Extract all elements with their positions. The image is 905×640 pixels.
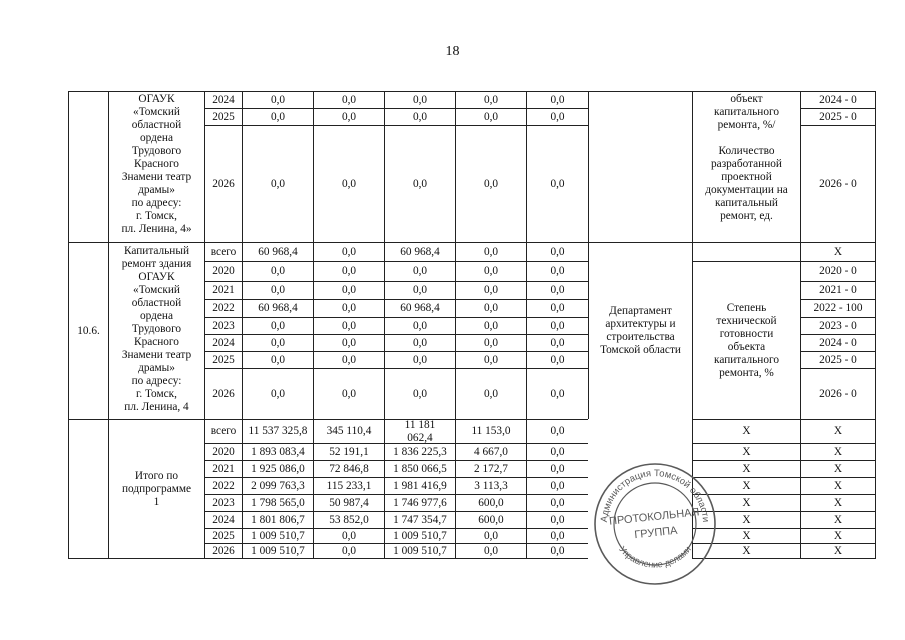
- indicator-name: Степень технической готовности объекта капитального ремонта, %: [692, 261, 800, 419]
- year-cell: 2021: [204, 460, 242, 477]
- amount-cell: 0,0: [313, 299, 384, 317]
- amount-cell: 60 968,4: [242, 299, 313, 317]
- protocol-group-stamp: [593, 462, 717, 586]
- object-name: Капитальный ремонт здания ОГАУК «Томский областной ордена Трудового Красного Знамени театр драмы» по адресу: г. Томск, пл. Ленина, 4: [108, 242, 204, 419]
- amount-cell: 1 801 806,7: [242, 511, 313, 528]
- amount-cell: 0,0: [526, 299, 588, 317]
- amount-cell: 11 153,0: [455, 419, 526, 443]
- amount-cell: 1 981 416,9: [384, 477, 455, 494]
- amount-cell: 0,0: [242, 261, 313, 281]
- amount-cell: 0,0: [455, 281, 526, 299]
- x-cell: Х: [692, 528, 800, 543]
- amount-cell: 0,0: [384, 125, 455, 242]
- amount-cell: 1 836 225,3: [384, 443, 455, 460]
- amount-cell: 0,0: [384, 281, 455, 299]
- amount-cell: 0,0: [384, 368, 455, 419]
- amount-cell: 2 099 763,3: [242, 477, 313, 494]
- amount-cell: 1 925 086,0: [242, 460, 313, 477]
- amount-cell: 1 746 977,6: [384, 494, 455, 511]
- stamp-ring-text: Администрация Томской области: [598, 467, 712, 523]
- amount-cell: 0,0: [242, 281, 313, 299]
- amount-cell: 0,0: [455, 528, 526, 543]
- target-value-cell: 2022 - 100: [800, 299, 876, 317]
- amount-cell: 0,0: [455, 242, 526, 261]
- x-cell: Х: [800, 460, 876, 477]
- amount-cell: 72 846,8: [313, 460, 384, 477]
- amount-cell: 60 968,4: [384, 242, 455, 261]
- x-cell: Х: [800, 528, 876, 543]
- year-cell: 2024: [204, 91, 242, 108]
- year-cell: 2026: [204, 368, 242, 419]
- year-cell: 2024: [204, 511, 242, 528]
- amount-cell: 0,0: [313, 317, 384, 334]
- amount-cell: 0,0: [526, 494, 588, 511]
- amount-cell: 0,0: [455, 351, 526, 368]
- amount-cell: 0,0: [313, 108, 384, 125]
- amount-cell: 0,0: [455, 91, 526, 108]
- amount-cell: 0,0: [242, 368, 313, 419]
- amount-cell: 60 968,4: [384, 299, 455, 317]
- x-cell: Х: [800, 494, 876, 511]
- amount-cell: 0,0: [526, 242, 588, 261]
- amount-cell: 60 968,4: [242, 242, 313, 261]
- year-cell: 2025: [204, 528, 242, 543]
- amount-cell: 345 110,4: [313, 419, 384, 443]
- amount-cell: 3 113,3: [455, 477, 526, 494]
- amount-cell: 53 852,0: [313, 511, 384, 528]
- amount-cell: 0,0: [526, 261, 588, 281]
- amount-cell: 0,0: [455, 317, 526, 334]
- year-cell: всего: [204, 419, 242, 443]
- amount-cell: 1 747 354,7: [384, 511, 455, 528]
- amount-cell: 1 009 510,7: [384, 528, 455, 543]
- x-cell: Х: [692, 419, 800, 443]
- target-value-cell: 2023 - 0: [800, 317, 876, 334]
- year-cell: 2022: [204, 477, 242, 494]
- amount-cell: 0,0: [384, 351, 455, 368]
- amount-cell: 0,0: [384, 317, 455, 334]
- x-cell: Х: [692, 460, 800, 477]
- stamp-bottom-text: Управление делами: [617, 544, 693, 570]
- amount-cell: 0,0: [526, 443, 588, 460]
- year-cell: 2021: [204, 281, 242, 299]
- amount-cell: 0,0: [455, 108, 526, 125]
- executor-name: Департамент архитектуры и строительства Томской области: [588, 242, 692, 419]
- amount-cell: 0,0: [526, 477, 588, 494]
- amount-cell: 0,0: [242, 334, 313, 351]
- amount-cell: 0,0: [526, 543, 588, 559]
- amount-cell: 600,0: [455, 511, 526, 528]
- amount-cell: 0,0: [526, 460, 588, 477]
- amount-cell: 0,0: [526, 511, 588, 528]
- target-value-cell: 2025 - 0: [800, 108, 876, 125]
- object-name: ОГАУК «Томский областной ордена Трудового Красного Знамени театр драмы» по адресу: г. Томск, пл. Ленина, 4»: [108, 91, 204, 242]
- amount-cell: 2 172,7: [455, 460, 526, 477]
- amount-cell: 0,0: [242, 125, 313, 242]
- amount-cell: 0,0: [526, 351, 588, 368]
- x-cell: Х: [800, 443, 876, 460]
- amount-cell: 0,0: [313, 334, 384, 351]
- amount-cell: 0,0: [455, 543, 526, 559]
- year-cell: 2026: [204, 125, 242, 242]
- amount-cell: 0,0: [526, 419, 588, 443]
- amount-cell: 0,0: [526, 528, 588, 543]
- x-cell: Х: [800, 477, 876, 494]
- amount-cell: 0,0: [384, 91, 455, 108]
- target-value-cell: 2025 - 0: [800, 351, 876, 368]
- indicator-spacer: [692, 242, 800, 261]
- amount-cell: 0,0: [313, 543, 384, 559]
- num-cell: [68, 91, 108, 242]
- target-value-cell: Х: [800, 242, 876, 261]
- x-cell: Х: [692, 511, 800, 528]
- amount-cell: 0,0: [455, 299, 526, 317]
- year-cell: 2025: [204, 108, 242, 125]
- target-value-cell: 2026 - 0: [800, 125, 876, 242]
- target-value-cell: 2020 - 0: [800, 261, 876, 281]
- amount-cell: 0,0: [526, 108, 588, 125]
- amount-cell: 50 987,4: [313, 494, 384, 511]
- amount-cell: 0,0: [384, 108, 455, 125]
- amount-cell: 0,0: [526, 125, 588, 242]
- x-cell: Х: [692, 494, 800, 511]
- item-number: 10.6.: [68, 242, 108, 419]
- amount-cell: 0,0: [526, 281, 588, 299]
- amount-cell: 0,0: [455, 368, 526, 419]
- page-number: 18: [445, 44, 460, 59]
- year-cell: 2023: [204, 317, 242, 334]
- year-cell: 2020: [204, 443, 242, 460]
- year-cell: 2020: [204, 261, 242, 281]
- target-value-cell: 2021 - 0: [800, 281, 876, 299]
- x-cell: Х: [800, 543, 876, 559]
- year-cell: 2024: [204, 334, 242, 351]
- amount-cell: 1 850 066,5: [384, 460, 455, 477]
- amount-cell: 600,0: [455, 494, 526, 511]
- year-cell: всего: [204, 242, 242, 261]
- amount-cell: 11 537 325,8: [242, 419, 313, 443]
- amount-cell: 1 009 510,7: [242, 528, 313, 543]
- amount-cell: 4 667,0: [455, 443, 526, 460]
- target-value-cell: 2026 - 0: [800, 368, 876, 419]
- year-cell: 2025: [204, 351, 242, 368]
- amount-cell: 0,0: [313, 368, 384, 419]
- target-value-cell: 2024 - 0: [800, 334, 876, 351]
- amount-cell: 11 181 062,4: [384, 419, 455, 443]
- amount-cell: 0,0: [313, 528, 384, 543]
- amount-cell: 0,0: [455, 261, 526, 281]
- year-cell: 2022: [204, 299, 242, 317]
- stamp-center-line2: ГРУППА: [633, 524, 679, 542]
- executor-cell: [588, 91, 692, 242]
- amount-cell: 0,0: [242, 351, 313, 368]
- amount-cell: 0,0: [455, 125, 526, 242]
- amount-cell: 1 009 510,7: [242, 543, 313, 559]
- amount-cell: 0,0: [526, 334, 588, 351]
- amount-cell: 0,0: [313, 125, 384, 242]
- amount-cell: 0,0: [242, 317, 313, 334]
- stamp-center-line1: ПРОТОКОЛЬНАЯ: [608, 506, 701, 528]
- amount-cell: 1 009 510,7: [384, 543, 455, 559]
- budget-table: [68, 91, 876, 559]
- x-cell: Х: [800, 511, 876, 528]
- amount-cell: 0,0: [313, 281, 384, 299]
- amount-cell: 0,0: [526, 91, 588, 108]
- x-cell: Х: [692, 443, 800, 460]
- amount-cell: 0,0: [242, 91, 313, 108]
- x-cell: Х: [692, 543, 800, 559]
- target-value-cell: 2024 - 0: [800, 91, 876, 108]
- amount-cell: 0,0: [313, 261, 384, 281]
- amount-cell: 1 893 083,4: [242, 443, 313, 460]
- amount-cell: 0,0: [526, 368, 588, 419]
- x-cell: Х: [800, 419, 876, 443]
- year-cell: 2026: [204, 543, 242, 559]
- amount-cell: 1 798 565,0: [242, 494, 313, 511]
- amount-cell: 0,0: [242, 108, 313, 125]
- num-cell: [68, 419, 108, 559]
- x-cell: Х: [692, 477, 800, 494]
- amount-cell: 0,0: [384, 334, 455, 351]
- amount-cell: 0,0: [526, 317, 588, 334]
- amount-cell: 115 233,1: [313, 477, 384, 494]
- year-cell: 2023: [204, 494, 242, 511]
- amount-cell: 0,0: [455, 334, 526, 351]
- amount-cell: 0,0: [313, 242, 384, 261]
- amount-cell: 0,0: [313, 91, 384, 108]
- indicator-name: объект капитального ремонта, %/ Количество разработанной проектной документации на капитальный ремонт, ед.: [692, 91, 800, 242]
- amount-cell: 0,0: [313, 351, 384, 368]
- total-label: Итого по подпрограмме 1: [108, 419, 204, 559]
- amount-cell: 0,0: [384, 261, 455, 281]
- amount-cell: 52 191,1: [313, 443, 384, 460]
